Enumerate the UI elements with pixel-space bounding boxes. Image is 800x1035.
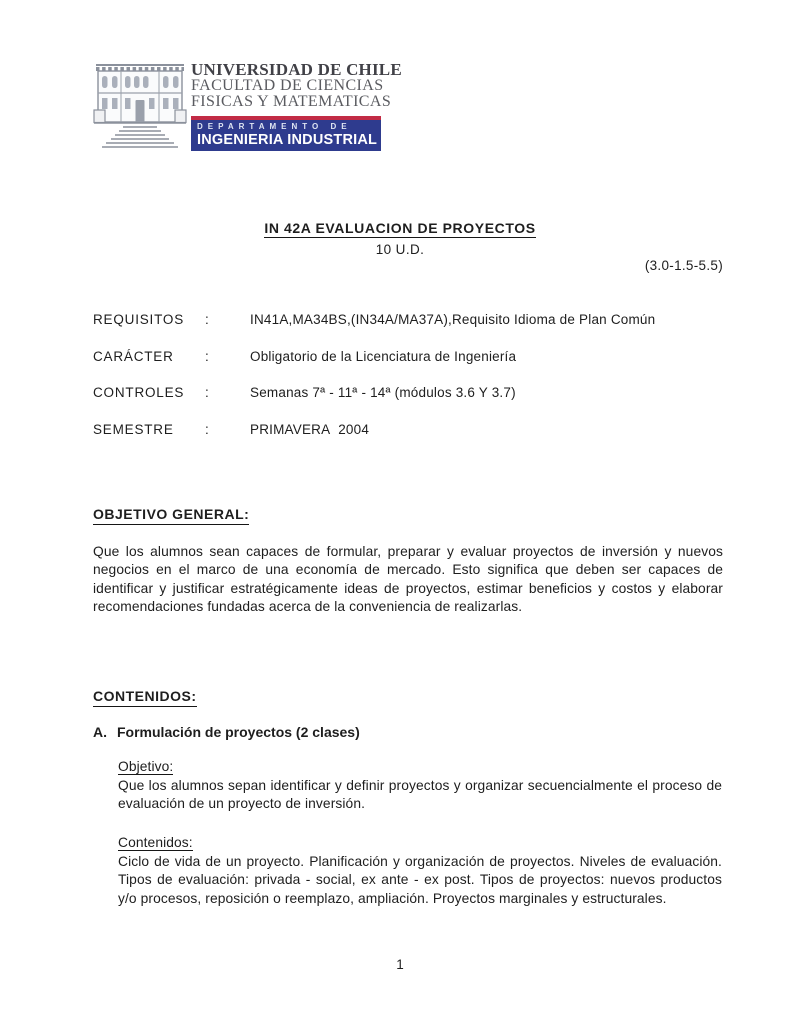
section-a-objetivo-text: Que los alumnos sepan identificar y definir proyectos y organizar secuencialmente el proceso de evaluación de un proyecto de inversión.	[118, 777, 722, 812]
field-value: Obligatorio de la Licenciatura de Ingeniería	[250, 348, 517, 364]
field-label: CARÁCTER	[93, 348, 174, 364]
field-separator: :	[205, 385, 209, 400]
field-value: Semanas 7ª - 11ª - 14ª (módulos 3.6 Y 3.7)	[250, 385, 516, 400]
field-value: PRIMAVERA 2004	[250, 421, 370, 437]
field-separator: :	[205, 312, 209, 327]
page-number: 1	[396, 957, 404, 972]
field-row-caracter	[93, 349, 753, 365]
course-title: IN 42A EVALUACION DE PROYECTOS	[264, 220, 536, 236]
section-a-title-row	[93, 724, 723, 741]
field-separator: :	[205, 421, 209, 437]
objetivo-general-text: Que los alumnos sean capaces de formular, preparar y evaluar proyectos de inversión y nuevos negocios en el marco de una economía de mercado. Esto significa que deben ser capaces de identificar y justificar estratégicamente ideas de proyectos, estimar beneficios y costos y elaborar recomendaciones fundadas acerca de la conveniencia de realizarlas.	[93, 543, 723, 615]
department-banner	[191, 116, 381, 151]
department-name: INGENIERIA INDUSTRIAL	[197, 132, 378, 148]
field-label: SEMESTRE	[93, 421, 174, 437]
course-title-block	[0, 220, 800, 257]
section-a-objetivo-heading: Objetivo:	[118, 758, 174, 774]
field-row-requisitos	[93, 312, 753, 328]
faculty-name-line2: FISICAS Y MATEMATICAS	[191, 93, 392, 110]
section-a-contenidos-heading: Contenidos:	[118, 834, 193, 850]
contenidos-heading: CONTENIDOS:	[93, 688, 197, 707]
field-value: IN41A,MA34BS,(IN34A/MA37A),Requisito Idioma de Plan Común	[250, 312, 656, 327]
course-credits: (3.0-1.5-5.5)	[644, 258, 723, 273]
section-a-body	[118, 758, 722, 909]
objetivo-general-heading: OBJETIVO GENERAL:	[93, 506, 249, 525]
course-units: 10 U.D.	[375, 242, 425, 257]
field-label: REQUISITOS	[93, 312, 185, 327]
section-a-letter: A.	[93, 723, 107, 740]
faculty-name-line1: FACULTAD DE CIENCIAS	[191, 77, 384, 94]
section-a-title: Formulación de proyectos (2 clases)	[117, 723, 360, 740]
section-a-objetivo	[118, 758, 722, 814]
contenidos-section	[93, 688, 723, 908]
objetivo-general-section	[93, 506, 723, 617]
university-logo	[92, 60, 402, 151]
university-building-icon	[92, 60, 188, 150]
field-separator: :	[205, 348, 209, 364]
university-logo-text	[191, 60, 402, 151]
field-label: CONTROLES	[93, 385, 185, 400]
department-label: DEPARTAMENTO DE	[197, 122, 352, 131]
section-a-contenidos-text: Ciclo de vida de un proyecto. Planificación y organización de proyectos. Niveles de evaluación. Tipos de evaluación: privada - social, ex ante - ex post. Tipos de proyectos: nuevos productos y/o procesos, reposición o reemplazo, ampliación. Proyectos marginales y estructurales.	[118, 853, 722, 906]
section-a-contenidos	[118, 834, 722, 909]
field-row-controles	[93, 385, 753, 401]
university-name: UNIVERSIDAD DE CHILE	[191, 60, 402, 79]
field-row-semestre	[93, 422, 753, 438]
course-fields	[93, 312, 753, 458]
